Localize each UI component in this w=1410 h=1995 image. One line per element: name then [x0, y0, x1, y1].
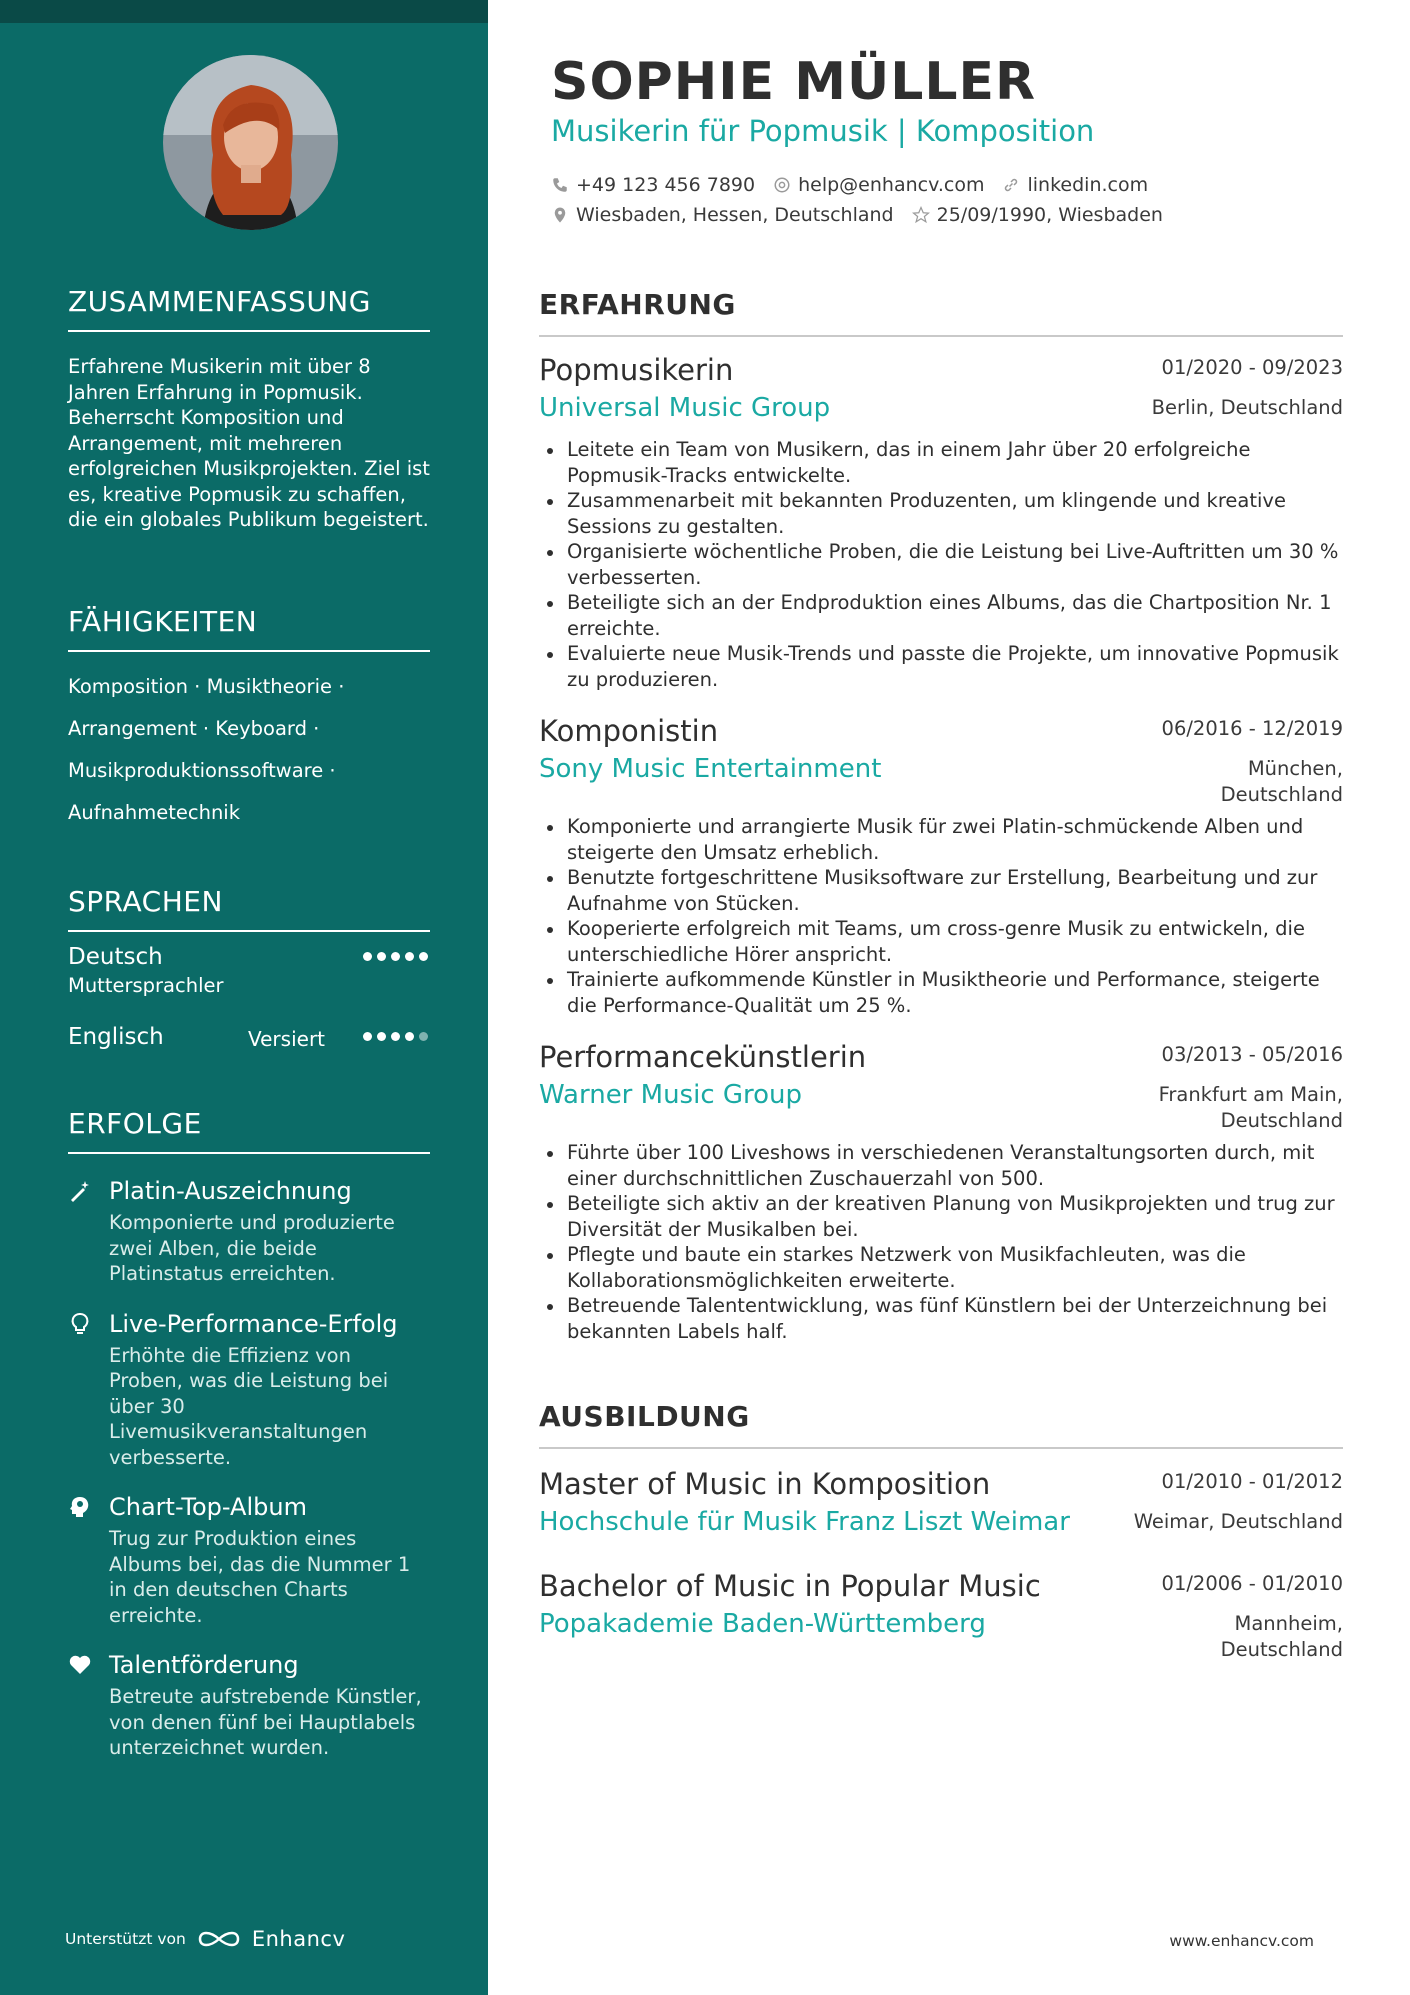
- location-text: Wiesbaden, Hessen, Deutschland: [576, 204, 894, 226]
- education-section: [539, 1400, 1343, 1661]
- magic-wand-icon: [68, 1179, 92, 1203]
- job-dates: 03/2013 - 05/2016: [1161, 1043, 1343, 1066]
- email-text: help@enhancv.com: [798, 174, 985, 196]
- job-entry: [539, 714, 1343, 1018]
- contact-linkedin[interactable]: [1002, 174, 1148, 196]
- heart-icon: [68, 1653, 92, 1677]
- footer-url[interactable]: www.enhancv.com: [1169, 1932, 1314, 1950]
- rating-dot: [377, 952, 386, 961]
- head-brain-icon: [68, 1495, 92, 1519]
- language-rating: [363, 1032, 428, 1041]
- rating-dot: [363, 952, 372, 961]
- rating-dot: [405, 952, 414, 961]
- job-bullet: Komponierte und arrangierte Musik für zwei Platin-schmückende Alben und steigerte den Umsatz erheblich.: [539, 814, 1343, 865]
- linkedin-text: linkedin.com: [1027, 174, 1149, 196]
- achievement-title: Live-Performance-Erfolg: [109, 1309, 398, 1338]
- summary-title: ZUSAMMENFASSUNG: [68, 285, 430, 332]
- language-name: Englisch: [68, 1024, 164, 1050]
- education-entry: [539, 1569, 1343, 1661]
- job-bullets: [539, 814, 1343, 1018]
- job-title: Performancekünstlerin: [539, 1040, 867, 1074]
- job-location: Berlin, Deutschland: [1151, 396, 1343, 419]
- language-item: [68, 1024, 430, 1084]
- achievement-item: [68, 1176, 430, 1287]
- job-bullet: Organisierte wöchentliche Proben, die die Leistung bei Live-Auftritten um 30 % verbesserten.: [539, 539, 1343, 590]
- language-name: Deutsch: [68, 944, 163, 970]
- education-title: AUSBILDUNG: [539, 1400, 1343, 1449]
- achievement-desc: Komponierte und produzierte zwei Alben, die beide Platinstatus erreichten.: [109, 1211, 395, 1285]
- job-bullet: Benutzte fortgeschrittene Musiksoftware zur Erstellung, Bearbeitung und zur Aufnahme von Stücken.: [539, 865, 1343, 916]
- at-icon: [773, 176, 791, 194]
- education-location: Mannheim, Deutschland: [1220, 1612, 1343, 1661]
- summary-text: Erfahrene Musikerin mit über 8 Jahren Erfahrung in Popmusik. Beherrscht Komposition und Arrangement, mit mehreren erfolgreichen Musikprojekten. Ziel ist es, kreative Popmusik zu schaffen, die ein globales Publikum begeistert.: [68, 355, 430, 531]
- achievement-desc: Erhöhte die Effizienz von Proben, was die Leistung bei über 30 Livemusikveranstaltungen verbesserte.: [109, 1343, 389, 1469]
- powered-by: [65, 1927, 345, 1951]
- avatar: [163, 55, 338, 230]
- skills-section: [68, 605, 430, 834]
- job-entry: [539, 353, 1343, 692]
- lightbulb-icon: [68, 1312, 92, 1336]
- contact-info: [551, 170, 1351, 230]
- job-location: München, Deutschland: [1220, 757, 1343, 806]
- job-bullet: Beteiligte sich an der Endproduktion eines Albums, das die Chartposition Nr. 1 erreichte.: [539, 590, 1343, 641]
- achievement-desc: Betreute aufstrebende Künstler, von denen fünf bei Hauptlabels unterzeichnet wurden.: [109, 1685, 422, 1759]
- job-bullet: Betreuende Talententwicklung, was fünf Künstlern bei der Unterzeichnung bei bekannten Labels half.: [539, 1293, 1343, 1344]
- language-level: Versiert: [248, 1027, 326, 1051]
- language-item: [68, 944, 430, 1004]
- achievement-item: [68, 1309, 430, 1471]
- job-bullet: Trainierte aufkommende Künstler in Musiktheorie und Performance, steigerte die Performance-Qualität um 25 %.: [539, 967, 1343, 1018]
- job-company[interactable]: Universal Music Group: [539, 393, 831, 423]
- job-bullet: Zusammenarbeit mit bekannten Produzenten, um klingende und kreative Sessions zu gestalten.: [539, 488, 1343, 539]
- school-name[interactable]: Popakademie Baden-Württemberg: [539, 1609, 986, 1639]
- contact-phone[interactable]: [551, 174, 755, 196]
- achievement-item: [68, 1650, 430, 1761]
- job-dates: 06/2016 - 12/2019: [1161, 717, 1343, 740]
- job-entry: [539, 1040, 1343, 1344]
- education-location: Weimar, Deutschland: [1133, 1510, 1343, 1533]
- education-dates: 01/2006 - 01/2010: [1161, 1572, 1343, 1595]
- phone-icon: [551, 176, 569, 194]
- job-bullet: Pflegte und baute ein starkes Netzwerk von Musikfachleuten, was die Kollaborationsmöglichkeiten erweiterte.: [539, 1242, 1343, 1293]
- rating-dot: [391, 952, 400, 961]
- location-pin-icon: [551, 206, 569, 224]
- achievement-title: Platin-Auszeichnung: [109, 1177, 352, 1205]
- summary-section: [68, 285, 430, 533]
- sidebar: [0, 0, 488, 1995]
- education-dates: 01/2010 - 01/2012: [1161, 1470, 1343, 1493]
- achievement-desc: Trug zur Produktion eines Albums bei, das die Nummer 1 in den deutschen Charts erreichte.: [109, 1527, 411, 1627]
- job-bullet: Leitete ein Team von Musikern, das in einem Jahr über 20 erfolgreiche Popmusik-Tracks entwickelte.: [539, 437, 1343, 488]
- job-title: Komponistin: [539, 714, 719, 748]
- languages-section: [68, 885, 430, 1084]
- achievement-title: Talentförderung: [109, 1651, 299, 1679]
- headline: Musikerin für Popmusik | Komposition: [551, 114, 1095, 148]
- rating-dot: [391, 1032, 400, 1041]
- job-bullet: Evaluierte neue Musik-Trends und passte die Projekte, um innovative Popmusik zu produzieren.: [539, 641, 1343, 692]
- job-company[interactable]: Sony Music Entertainment: [539, 754, 882, 784]
- experience-section: [539, 288, 1343, 1344]
- rating-dot: [377, 1032, 386, 1041]
- phone-text: +49 123 456 7890: [576, 174, 756, 196]
- rating-dot: [363, 1032, 372, 1041]
- job-bullets: [539, 1140, 1343, 1344]
- achievement-item: [68, 1492, 430, 1628]
- job-bullet: Führte über 100 Liveshows in verschiedenen Veranstaltungsorten durch, mit einer durchschnittlichen Zuschauerzahl von 500.: [539, 1140, 1343, 1191]
- skills-list: [68, 666, 430, 834]
- job-location: Frankfurt am Main, Deutschland: [1158, 1083, 1343, 1132]
- experience-title: ERFAHRUNG: [539, 288, 1343, 337]
- achievements-title: ERFOLGE: [68, 1107, 430, 1154]
- rating-dot: [419, 952, 428, 961]
- job-dates: 01/2020 - 09/2023: [1161, 356, 1343, 379]
- skill-line: Musikproduktionssoftware ·: [68, 759, 336, 782]
- contact-location: [551, 204, 894, 226]
- job-bullet: Kooperierte erfolgreich mit Teams, um cross-genre Musik zu entwickeln, die unterschiedliche Hörer anspricht.: [539, 916, 1343, 967]
- degree-title: Master of Music in Komposition: [539, 1467, 991, 1501]
- language-level: Muttersprachler: [68, 974, 224, 997]
- education-entry: [539, 1467, 1343, 1547]
- main-content: [488, 0, 1410, 1995]
- job-bullets: [539, 437, 1343, 692]
- job-title: Popmusikerin: [539, 353, 734, 387]
- contact-email[interactable]: [773, 174, 984, 196]
- language-rating: [363, 952, 428, 961]
- achievement-title: Chart-Top-Album: [109, 1493, 307, 1521]
- languages-title: SPRACHEN: [68, 885, 430, 932]
- skill-line: Komposition · Musiktheorie ·: [68, 675, 345, 698]
- rating-dot: [419, 1032, 428, 1041]
- job-company[interactable]: Warner Music Group: [539, 1080, 803, 1110]
- sidebar-top-bar: [0, 0, 488, 23]
- skills-title: FÄHIGKEITEN: [68, 605, 430, 652]
- contact-birth: [912, 204, 1163, 226]
- school-name[interactable]: Hochschule für Musik Franz Liszt Weimar: [539, 1507, 1070, 1537]
- star-icon: [912, 206, 930, 224]
- rating-dot: [405, 1032, 414, 1041]
- powered-by-label: Unterstützt von: [65, 1930, 186, 1948]
- degree-title: Bachelor of Music in Popular Music: [539, 1569, 1041, 1603]
- skill-line: Arrangement · Keyboard ·: [68, 717, 320, 740]
- link-icon: [1002, 176, 1020, 194]
- birth-text: 25/09/1990, Wiesbaden: [936, 204, 1163, 226]
- achievements-section: [68, 1107, 430, 1761]
- skill-line: Aufnahmetechnik: [68, 801, 241, 824]
- job-bullet: Beteiligte sich aktiv an der kreativen Planung von Musikprojekten und trug zur Diversität der Musikalben bei.: [539, 1191, 1343, 1242]
- enhancv-logo-icon: [196, 1927, 242, 1951]
- brand-name: Enhancv: [251, 1927, 346, 1951]
- person-name: SOPHIE MÜLLER: [551, 52, 1037, 112]
